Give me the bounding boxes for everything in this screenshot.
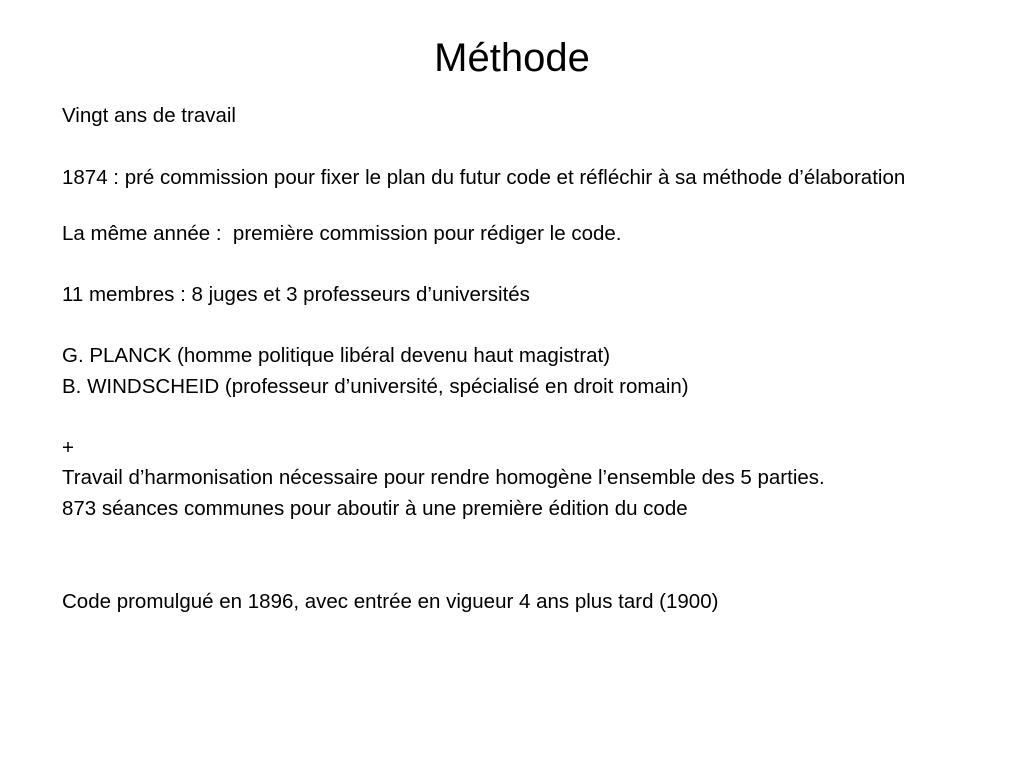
text-line-seances: 873 séances communes pour aboutir à une première édition du code	[62, 497, 688, 520]
text-line-membres: 11 membres : 8 juges et 3 professeurs d’universités	[62, 283, 530, 306]
text-line-1874: 1874 : pré commission pour fixer le plan du futur code et réfléchir à sa méthode d’élaboration	[62, 166, 906, 189]
text-line-promulgation: Code promulgué en 1896, avec entrée en vigueur 4 ans plus tard (1900)	[62, 590, 719, 613]
text-line-planck: G. PLANCK (homme politique libéral devenu haut magistrat)	[62, 344, 611, 367]
text-line-harmonisation: Travail d’harmonisation nécessaire pour rendre homogène l’ensemble des 5 parties.	[62, 466, 825, 489]
text-line-windscheid: B. WINDSCHEID (professeur d’université, spécialisé en droit romain)	[62, 375, 689, 398]
text-line-vingt-ans: Vingt ans de travail	[62, 104, 236, 127]
text-line-meme-annee: La même année : première commission pour rédiger le code.	[62, 222, 622, 245]
text-line-plus: +	[62, 436, 74, 459]
slide-title: Méthode	[434, 36, 590, 80]
